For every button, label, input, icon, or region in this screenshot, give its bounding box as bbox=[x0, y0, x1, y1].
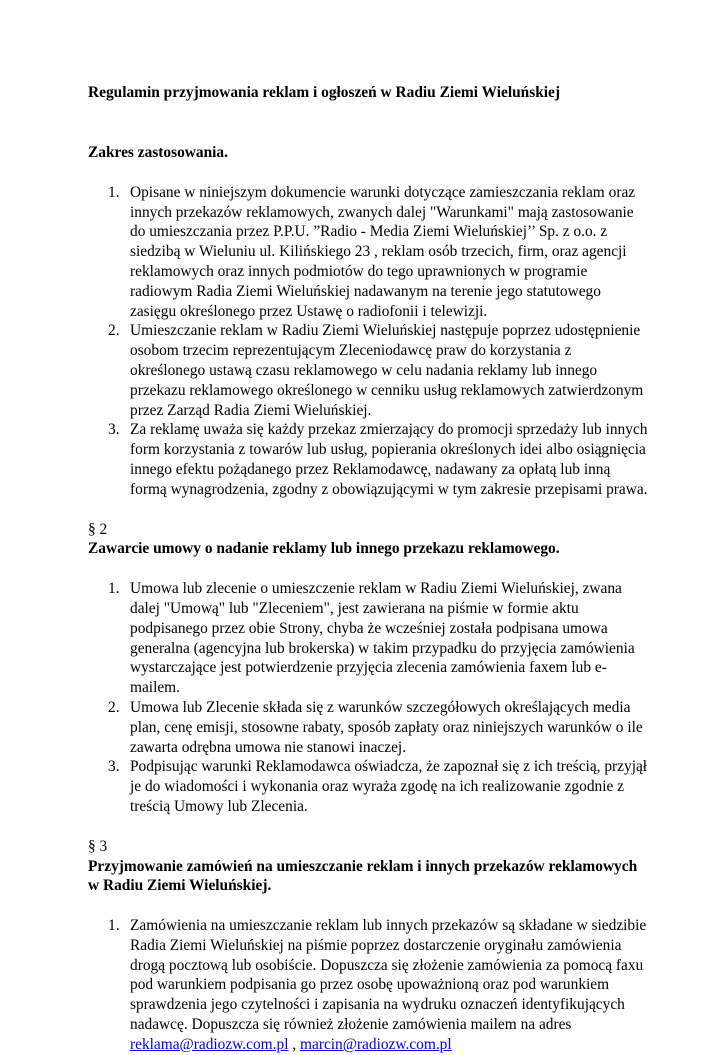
spacer bbox=[88, 559, 648, 579]
section3-number: § 3 bbox=[88, 837, 108, 855]
list-item bbox=[88, 757, 648, 816]
list-item bbox=[88, 579, 648, 698]
item-number: 3. bbox=[108, 421, 120, 439]
list-item bbox=[88, 698, 648, 757]
section2-list bbox=[88, 579, 648, 817]
item-text: Za reklamę uważa się każdy przekaz zmierzający do promocji sprzedaży lub innych form korzystania z towarów lub usług, popierania określonych idei albo osiągnięcia innego efektu pożądanego przez Reklamodawcę, nadawany za opłatą lub inną formą wynagrodzenia, zgodny z obowiązującymi w tym zakresie przepisami prawa. bbox=[130, 421, 648, 498]
item-text: Podpisując warunki Reklamodawca oświadcza, że zapoznał się z ich treścią, przyjął je do wiadomości i wykonania oraz wyraża zgodę na ich realizowanie zgodnie z treścią Umowy lub Zlecenia. bbox=[130, 758, 648, 815]
email-link-reklama[interactable]: reklama@radiozw.com.pl bbox=[130, 1035, 289, 1053]
section1-heading: Zakres zastosowania. bbox=[88, 144, 228, 161]
document-title: Regulamin przyjmowania reklam i ogłoszeń w Radiu Ziemi Wieluńskiej bbox=[88, 84, 560, 101]
section2-heading: Zawarcie umowy o nadanie reklamy lub innego przekazu reklamowego. bbox=[88, 540, 560, 558]
item-text: Umowa lub zlecenie o umieszczenie reklam w Radiu Ziemi Wieluńskiej, zwana dalej "Umową" lub "Zleceniem", jest zawierana na piśmie w formie aktu podpisanego przez obie Strony, chyba że wcześniej została podpisana umowa generalna (agencyjna lub brokerska) w takim przypadku do przyjęcia zamówienia wystarczające jest potwierdzenie przyjęcia zlecenia zamówienia faxem lub e-mailem. bbox=[130, 580, 635, 697]
list-item bbox=[88, 321, 648, 420]
spacer bbox=[88, 817, 648, 837]
spacer bbox=[88, 103, 648, 143]
item-text: Umowa lub Zlecenie składa się z warunków szczegółowych określających media plan, cenę emisji, stosowne rabaty, sposób zapłaty oraz niniejszych warunków o ile zawarta odrębna umowa nie stanowi inaczej. bbox=[130, 698, 643, 756]
email-link-marcin[interactable]: marcin@radiozw.com.pl bbox=[300, 1035, 452, 1053]
item-number: 3. bbox=[108, 758, 120, 776]
item-text: Opisane w niniejszym dokumencie warunki dotyczące zamieszczania reklam oraz innych przekazów reklamowych, zwanych dalej "Warunkami" mają zastosowanie do umieszczania przez P.P.U. ”Radio - Media Ziemi Wieluńskiej’’ Sp. z o.o. z siedzibą w Wieluniu ul. Kilińskiego 23 , reklam osób trzecich, firm, oraz agencji reklamowych oraz innych podmiotów do tego uprawnionych w programie radiowym Radia Ziemi Wieluńskiej nadawanym na terenie jego statutowego zasięgu określonego przez Ustawę o radiofonii i telewizji. bbox=[130, 183, 636, 320]
spacer bbox=[88, 163, 648, 183]
document-page bbox=[88, 83, 648, 1055]
item-number: 1. bbox=[108, 183, 120, 201]
section2-number: § 2 bbox=[88, 520, 108, 538]
item-number: 2. bbox=[108, 698, 120, 716]
item-text: Zamówienia na umieszczanie reklam lub innych przekazów są składane w siedzibie Radia Ziemi Wieluńskiej na piśmie poprzez dostarczenie oryginału zamówienia drogą pocztową lub osobiście. Dopuszcza się złożenie zamówienia za pomocą faxu pod warunkiem podpisania go przez osobę upoważnioną oraz pod warunkiem sprawdzenia jego czytelności i zapisania na wydruku oznaczeń identyfikujących nadawcę. Dopuszcza się również złożenie zamówienia mailem na adres bbox=[130, 917, 647, 1034]
list-item bbox=[88, 916, 648, 1055]
list-item bbox=[88, 183, 648, 322]
item-text: Umieszczanie reklam w Radiu Ziemi Wieluńskiej następuje poprzez udostępnienie osobom trzecim reprezentującym Zleceniodawcę praw do korzystania z określonego ustawą czasu reklamowego w celu nadania reklamy lub innego przekazu reklamowego określonego w cenniku usług reklamowych zatwierdzonym przez Zarząd Radia Ziemi Wieluńskiej. bbox=[130, 322, 644, 419]
item-number: 2. bbox=[108, 322, 120, 340]
item-number: 1. bbox=[108, 580, 120, 598]
spacer bbox=[88, 500, 648, 520]
section3-heading: Przyjmowanie zamówień na umieszczanie reklam i innych przekazów reklamowych w Radiu Ziemi Wieluńskiej. bbox=[88, 857, 638, 895]
spacer bbox=[88, 896, 648, 916]
section1-list bbox=[88, 183, 648, 500]
item-number: 1. bbox=[108, 917, 120, 935]
email-separator: , bbox=[288, 1035, 301, 1053]
section3-list bbox=[88, 916, 648, 1055]
list-item bbox=[88, 420, 648, 499]
